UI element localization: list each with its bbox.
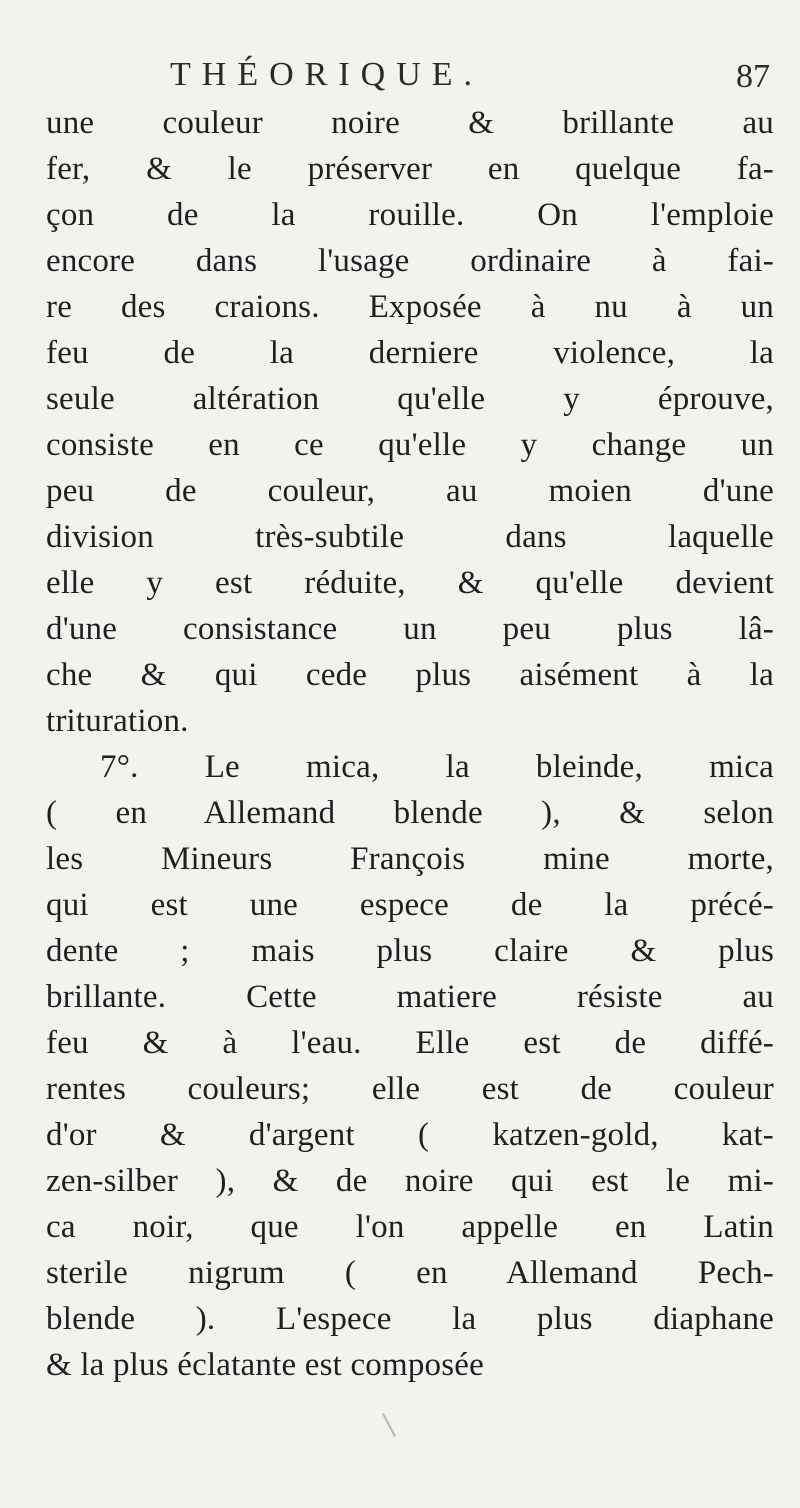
text-line: feu & à l'eau. Elle est de diffé- — [46, 1025, 774, 1061]
ink-mark — [382, 1413, 396, 1437]
page-number: 87 — [736, 58, 770, 95]
text-line: re des craions. Exposée à nu à un — [46, 289, 774, 325]
text-line: che & qui cede plus aisément à la — [46, 657, 774, 693]
text-line: brillante. Cette matiere résiste au — [46, 979, 774, 1015]
text-line: encore dans l'usage ordinaire à fai- — [46, 243, 774, 279]
text-line: les Mineurs François mine morte, — [46, 841, 774, 877]
text-line: ( en Allemand blende ), & selon — [46, 795, 774, 831]
text-line: une couleur noire & brillante au — [46, 105, 774, 141]
text-line: d'une consistance un peu plus lâ- — [46, 611, 774, 647]
text-line: 7°. Le mica, la bleinde, mica — [100, 749, 774, 785]
text-line: blende ). L'espece la plus diaphane — [46, 1301, 774, 1337]
text-line: trituration. — [46, 703, 189, 739]
running-title: THÉORIQUE. — [170, 56, 484, 93]
text-line: division très-subtile dans laquelle — [46, 519, 774, 555]
text-line: qui est une espece de la précé- — [46, 887, 774, 923]
text-line: rentes couleurs; elle est de couleur — [46, 1071, 774, 1107]
text-line: consiste en ce qu'elle y change un — [46, 427, 774, 463]
text-line: fer, & le préserver en quelque fa- — [46, 151, 774, 187]
text-line: sterile nigrum ( en Allemand Pech- — [46, 1255, 774, 1291]
text-line: peu de couleur, au moien d'une — [46, 473, 774, 509]
text-line: & la plus éclatante est composée — [46, 1347, 484, 1383]
text-line: zen-silber ), & de noire qui est le mi- — [46, 1163, 774, 1199]
body-text — [46, 100, 774, 1388]
text-line: d'or & d'argent ( katzen-gold, kat- — [46, 1117, 774, 1153]
text-line: dente ; mais plus claire & plus — [46, 933, 774, 969]
text-line: seule altération qu'elle y éprouve, — [46, 381, 774, 417]
text-line: çon de la rouille. On l'emploie — [46, 197, 774, 233]
text-line: ca noir, que l'on appelle en Latin — [46, 1209, 774, 1245]
text-line: elle y est réduite, & qu'elle devient — [46, 565, 774, 601]
text-line: feu de la derniere violence, la — [46, 335, 774, 371]
running-head — [170, 52, 770, 102]
